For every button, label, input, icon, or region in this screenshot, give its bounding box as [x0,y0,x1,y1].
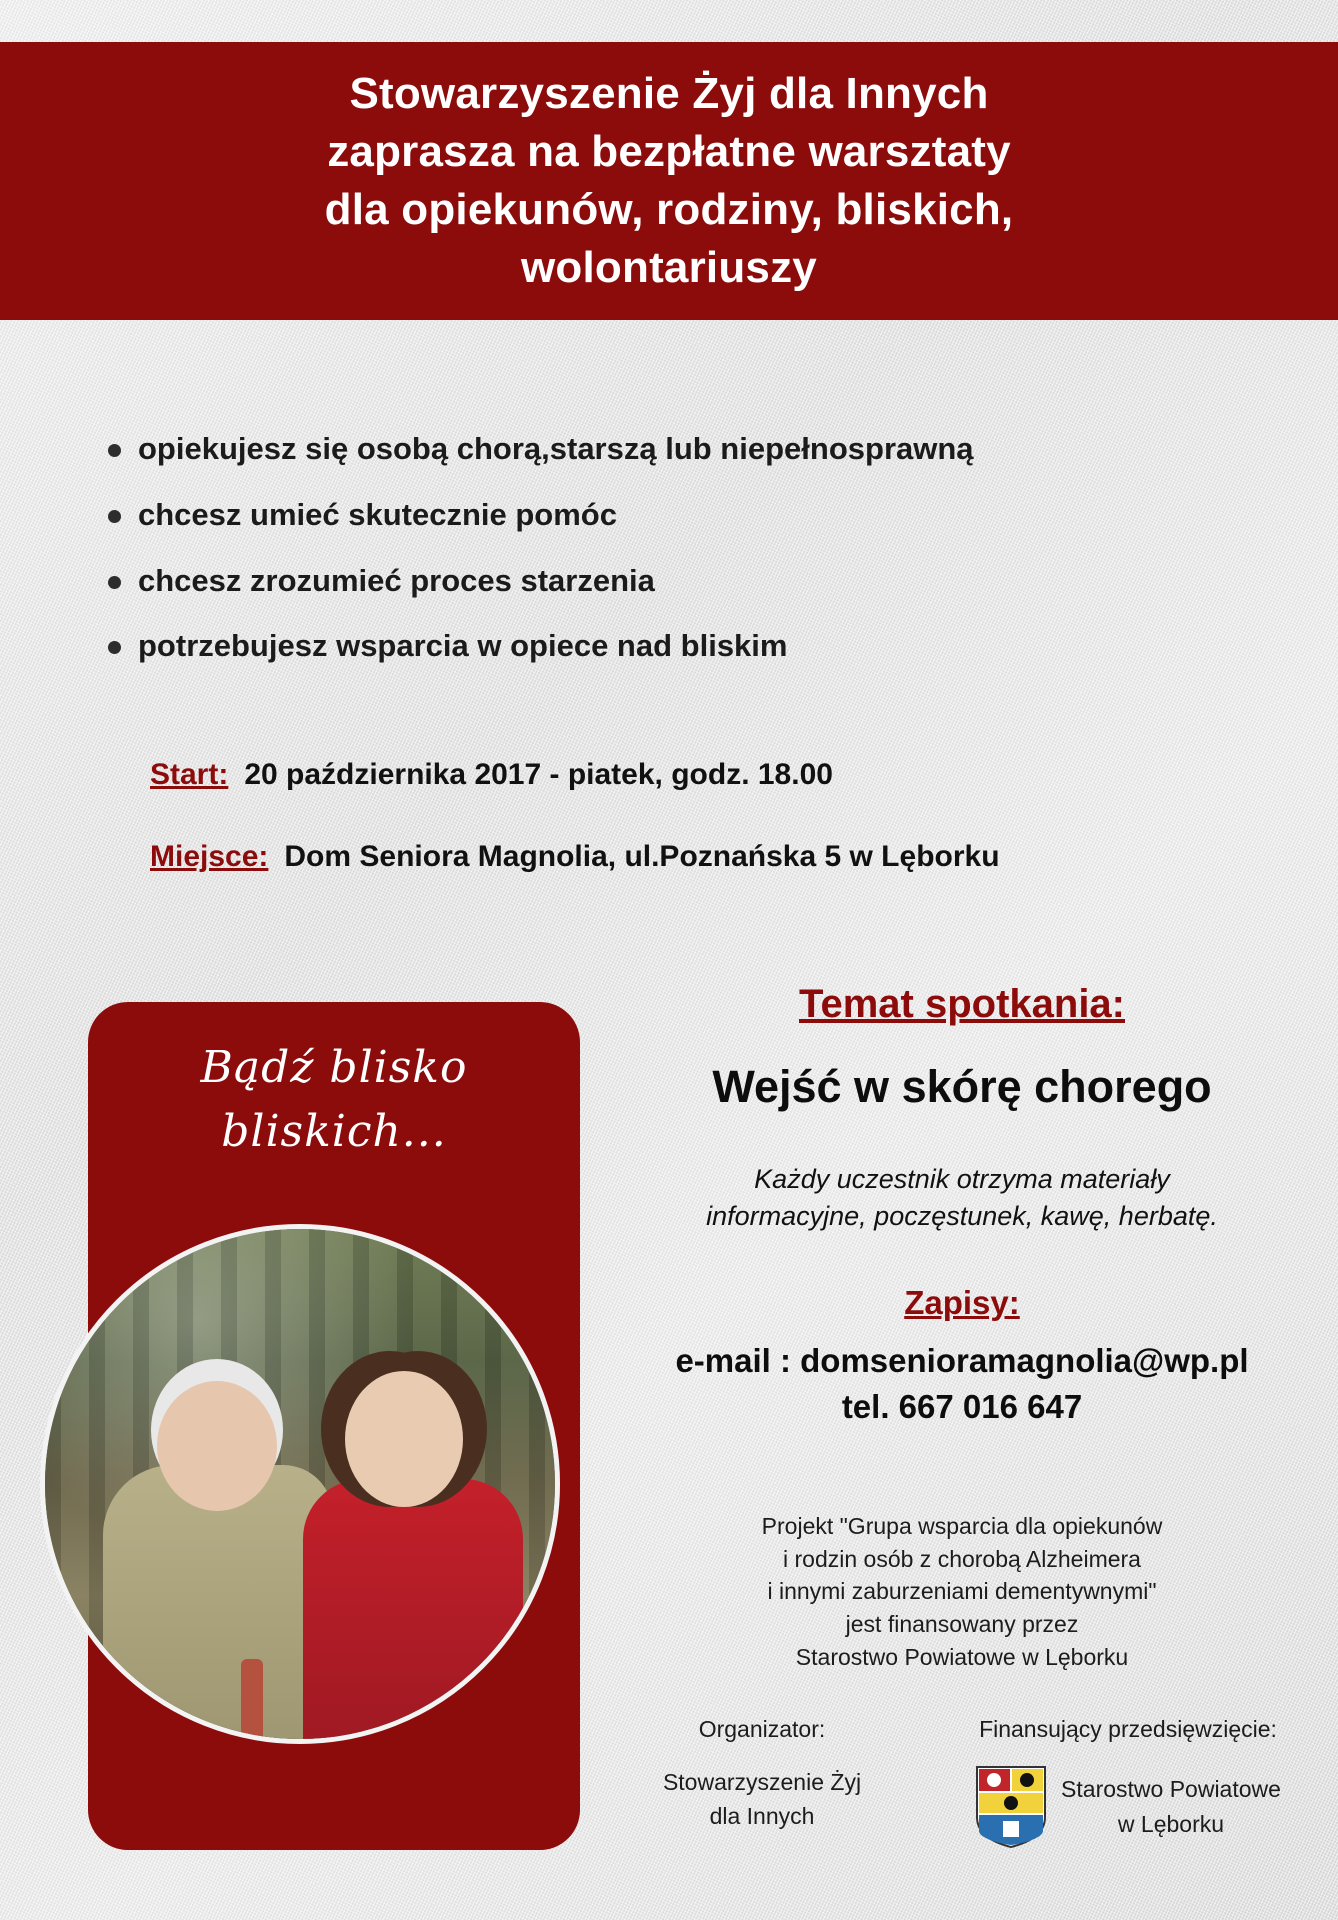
funder-block [932,1712,1324,1849]
photo-walking-cane [241,1659,263,1744]
participant-note [612,1161,1312,1236]
organizer-block [612,1712,912,1849]
list-item [108,496,1268,535]
project-line-5: Starostwo Powiatowe w Lęborku [795,1643,1129,1670]
bullet-dot-icon [108,444,121,457]
list-item-label: potrzebujesz wsparcia w opiece nad bliskim [138,628,788,664]
funder-line-2: w Lęborku [1117,1810,1225,1837]
project-line-4: jest finansowany przez [845,1610,1079,1637]
topic-label: Temat spotkania: [799,982,1125,1026]
bullet-dot-icon [108,576,121,589]
header-line-3: dla opiekunów, rodziny, bliskich, [324,185,1014,234]
signup-phone[interactable]: tel. 667 016 647 [841,1388,1083,1426]
detail-row-place [150,840,1300,874]
detail-value-start: 20 października 2017 - piatek, godz. 18.00 [244,758,833,791]
benefits-list [108,430,1268,693]
list-item-label: opiekujesz się osobą chorą,starszą lub niepełnosprawną [138,431,974,466]
header-line-2: zaprasza na bezpłatne warsztaty [327,126,1011,176]
list-item-label: chcesz umieć skutecznie pomóc [138,496,617,532]
bullet-dot-icon [108,641,121,654]
detail-label-start: Start: [150,758,229,791]
signup-label: Zapisy: [904,1283,1020,1321]
topic-section [612,982,1312,1431]
funder-line-1: Starostwo Powiatowe [1061,1776,1281,1802]
participant-note-line-2: informacyjne, poczęstunek, kawę, herbatę. [706,1201,1218,1232]
photo-background [45,1229,555,1739]
header-line-4: wolontariuszy [521,243,817,293]
organizer-line-1: Stowarzyszenie Żyj [662,1768,862,1795]
detail-label-place: Miejsce: [150,840,269,873]
event-details [150,758,1300,922]
list-item [108,430,1268,469]
header-line-1: Stowarzyszenie Żyj dla Innych [349,68,989,118]
photo-portrait [40,1224,560,1744]
slogan-line-1: Bądź blisko [200,1042,468,1093]
project-line-3: i innymi zaburzeniami dementywnymi" [767,1578,1157,1605]
project-funding-text [612,1510,1312,1673]
slogan-text [88,1036,580,1164]
funder-heading: Finansujący przedsięwzięcie: [979,1716,1277,1742]
coat-of-arms-icon [975,1765,1047,1849]
list-item [108,562,1268,601]
header-banner [0,42,1338,320]
detail-value-place: Dom Seniora Magnolia, ul.Poznańska 5 w Lęborku [284,840,1000,873]
bullet-dot-icon [108,510,121,523]
detail-row-start [150,758,1300,792]
participant-note-line-1: Każdy uczestnik otrzyma materiały [754,1164,1170,1194]
organizer-heading: Organizator: [698,1716,826,1742]
topic-title: Wejść w skórę chorego [712,1061,1212,1112]
photo-caregiver-head [345,1371,463,1507]
signup-email[interactable]: e-mail : domsenioramagnolia@wp.pl [675,1341,1249,1379]
list-item-label: chcesz zrozumieć proces starzenia [138,562,655,598]
photo-senior-head [157,1381,277,1511]
organizer-line-2: dla Innych [709,1803,815,1829]
project-line-2: i rodzin osób z chorobą Alzheimera [783,1545,1141,1572]
funder-text [1061,1772,1281,1841]
photo-caregiver-body [303,1479,523,1744]
slogan-line-2: bliskich... [221,1105,447,1157]
list-item [108,627,1268,666]
funder-row [932,1765,1324,1849]
project-line-1: Projekt "Grupa wsparcia dla opiekunów [761,1513,1163,1539]
footer [612,1712,1324,1849]
